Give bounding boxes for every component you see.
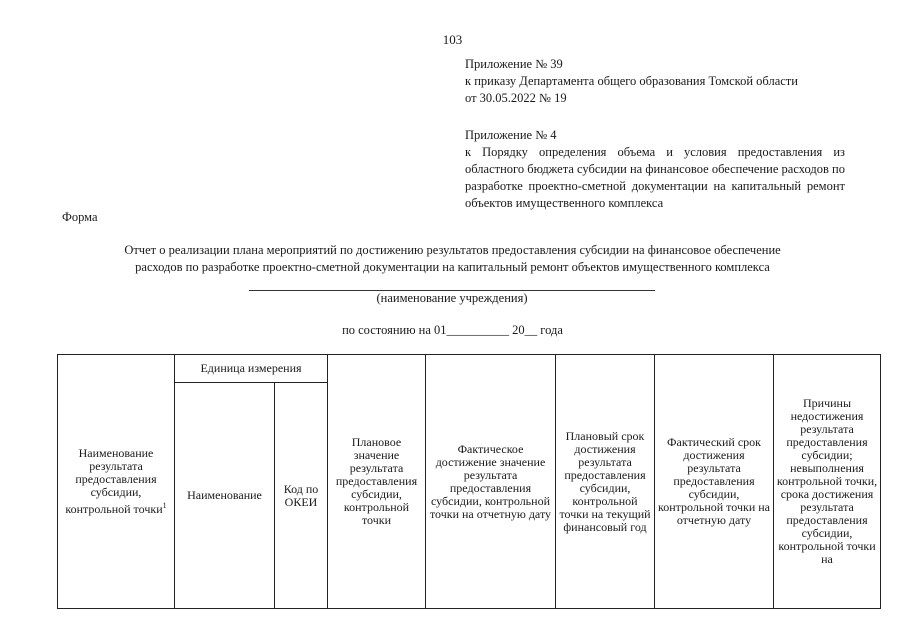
annex-39-order: к приказу Департамента общего образования Томской области [465,74,798,88]
annex-39-block [465,56,845,107]
as-of-date: по состоянию на 01__________ 20__ года [342,323,563,337]
report-title [60,242,845,276]
header-planned-date: Плановый срок достижения результата предоставления субсидии, контрольной точки на текущий финансовый год [556,355,655,609]
report-title-line-2: расходов по разработке проектно-сметной документации на капитальный ремонт объектов имущественного комплекса [135,260,770,274]
header-planned-value: Плановое значение результата предоставления субсидии, контрольной точки [328,355,426,609]
header-actual-date: Фактический срок достижения результата предоставления субсидии, контрольной точки на отчетную дату [655,355,774,609]
report-table [57,354,881,609]
annex-39-date: от 30.05.2022 № 19 [465,91,567,105]
annex-39-title: Приложение № 39 [465,57,563,71]
annex-4-block [465,127,845,212]
institution-caption: (наименование учреждения) [376,291,528,305]
header-unit-group: Единица измерения [175,355,328,383]
form-label: Форма [62,210,98,224]
annex-4-title: Приложение № 4 [465,128,557,142]
header-result-name [58,355,175,609]
annex-4-body: к Порядку определения объема и условия предоставления из областного бюджета субсидии на финансовое обеспечение расходов по разработке проектно-сметной документации на капитальный ремонт объектов имущественного комплекса [465,145,845,210]
report-title-line-1: Отчет о реализации плана мероприятий по достижению результатов предоставления субсидии на финансовое обеспечение [124,243,781,257]
footnote-marker: 1 [162,501,167,510]
header-actual-value: Фактическое достижение значение результата предоставления субсидии, контрольной точки на отчетную дату [426,355,556,609]
header-unit-code: Код по ОКЕИ [275,383,328,609]
header-reasons: Причины недостижения результата предоставления субсидии; невыполнения контрольной точки, срока достижения результата предоставления субсидии, контрольной точки на [774,355,881,609]
header-unit-name: Наименование [175,383,275,609]
header-result-name-text: Наименование результата предоставления субсидии, контрольной точки [65,446,163,516]
page-number: 103 [442,32,463,47]
